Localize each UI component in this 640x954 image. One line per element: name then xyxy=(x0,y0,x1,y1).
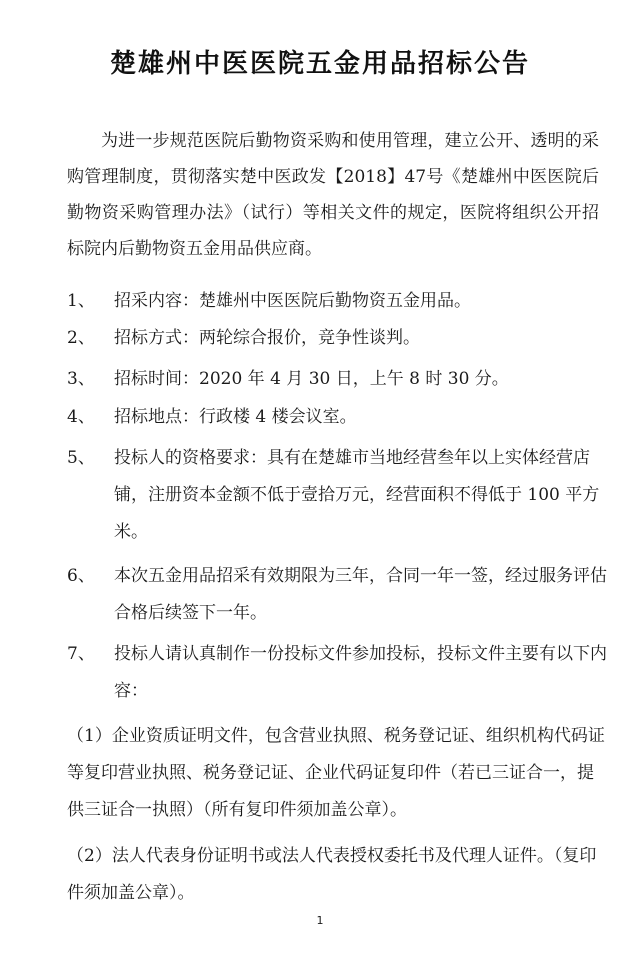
item-number: 2、 xyxy=(67,328,95,348)
item-number: 1、 xyxy=(67,291,95,311)
item-number: 5、 xyxy=(67,448,95,468)
list-item-3 xyxy=(67,361,607,398)
item-text: 招标地点：行政楼 4 楼会议室。 xyxy=(114,407,357,427)
list-item-7 xyxy=(67,636,607,710)
page-number: 1 xyxy=(316,914,324,927)
item-number: 4、 xyxy=(67,407,95,427)
document-title: 楚雄州中医医院五金用品招标公告 xyxy=(109,49,530,79)
item-text: 本次五金用品招采有效期限为三年，合同一年一签，经过服务评估合格后续签下一年。 xyxy=(114,566,607,623)
item-text: 招标方式：两轮综合报价，竞争性谈判。 xyxy=(114,328,420,348)
item-text: 招采内容：楚雄州中医医院后勤物资五金用品。 xyxy=(114,291,471,311)
item-text: 招标时间：2020 年 4 月 30 日，上午 8 时 30 分。 xyxy=(114,369,509,389)
item-text: 投标人的资格要求：具有在楚雄市当地经营叁年以上实体经营店铺，注册资本金额不低于壹拾万元，经营面积不得低于 100 平方米。 xyxy=(114,448,600,542)
list-item-1 xyxy=(67,283,607,320)
list-item-4 xyxy=(67,399,607,436)
list-item-6 xyxy=(67,558,607,632)
item-number: 3、 xyxy=(67,369,95,389)
item-number: 6、 xyxy=(67,566,95,586)
item-text: 投标人请认真制作一份投标文件参加投标，投标文件主要有以下内容： xyxy=(114,644,607,701)
sub-item-2: （2）法人代表身份证明书或法人代表授权委托书及代理人证件。（复印件须加盖公章）。 xyxy=(67,846,597,903)
sub-item-1: （1）企业资质证明文件，包含营业执照、税务登记证、组织机构代码证等复印营业执照、税务登记证、企业代码证复印件（若已三证合一，提供三证合一执照）（所有复印件须加盖公章）。 xyxy=(67,726,605,820)
intro-paragraph: 为进一步规范医院后勤物资采购和使用管理，建立公开、透明的采购管理制度，贯彻落实楚中医政发【2018】47号《楚雄州中医医院后勤物资采购管理办法》（试行）等相关文件的规定，医院将组织公开招标院内后勤物资五金用品供应商。 xyxy=(67,131,599,259)
list-item-2 xyxy=(67,320,607,357)
item-number: 7、 xyxy=(67,644,95,664)
list-item-5 xyxy=(67,440,607,551)
